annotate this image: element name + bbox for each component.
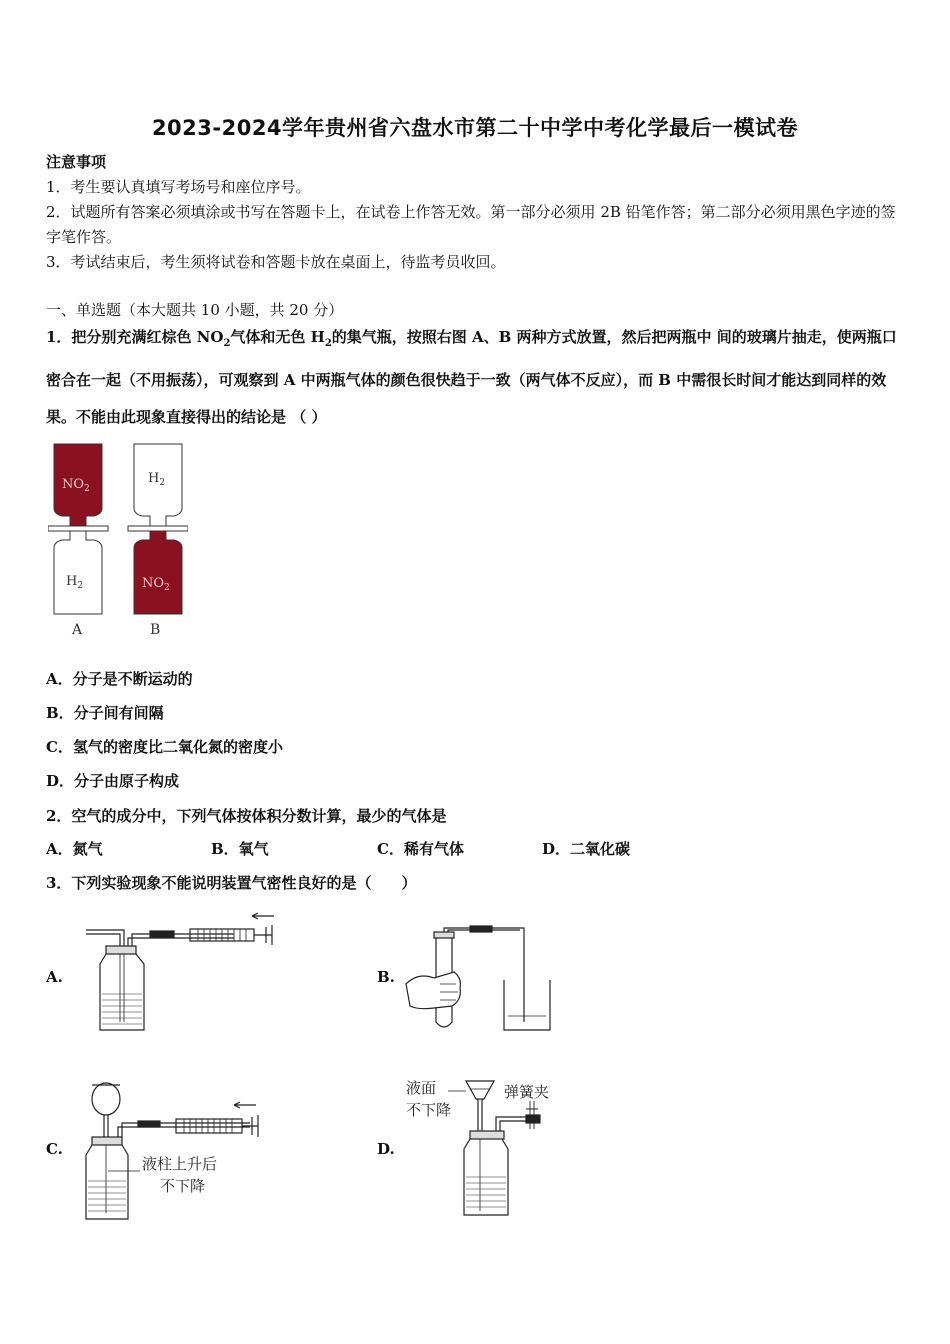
q1-option-d: D．分子由原子构成	[46, 772, 180, 790]
notice-item-1: 1．考生要认真填写考场号和座位序号。	[46, 178, 311, 196]
q1-option-a: A．分子是不断运动的	[46, 670, 193, 688]
glass-plate-b	[128, 526, 188, 531]
question-1-text: 1．把分别充满红棕色 $NO_2$气体和无色 $H_2$的集气瓶，按照右图 A、B 两种方式放置，然后把两瓶中 间的玻璃片抽走，使两瓶口密合在一起（不用振荡），可观察到 A 中两瓶气体的颜色很快趋于一致（两气体不反应），而 B 中需很长时间才能达到同样的效果。不能由此现象直接得出的结论是 （ ）	[46, 328, 897, 426]
figure-label-b: B	[150, 622, 161, 638]
bottle-a-bottom-label: $H_2$	[66, 574, 84, 591]
notice-item-2: 2．试题所有答案必须填涂或书写在答题卡上，在试卷上作答无效。第一部分必须用 2B 铅笔作答；第二部分必须用黑色字迹的签字笔作答。	[46, 203, 896, 246]
bottle-b-bottom	[134, 531, 182, 614]
notice-heading: 注意事项	[46, 153, 107, 171]
figure-label-a: A	[72, 622, 83, 638]
d-note-line-2: 不下降	[406, 1101, 452, 1119]
notice-item-3: 3．考试结束后，考生须将试卷和答题卡放在桌面上，待监考员收回。	[46, 253, 506, 271]
bottle-a-bottom	[54, 531, 102, 614]
q3-label-a: A.	[46, 968, 63, 986]
q2-option-c: C．稀有气体	[377, 840, 464, 858]
question-3-text: 3．下列实验现象不能说明装置气密性良好的是（ ）	[46, 874, 417, 892]
d-note-line-1: 液面	[406, 1079, 437, 1097]
q3-label-c: C.	[46, 1140, 63, 1158]
bottle-b-top-label: $H_2$	[148, 471, 166, 488]
c-note-line-2: 不下降	[160, 1177, 206, 1195]
q3-label-b: B.	[377, 968, 395, 986]
gas-bottles-figure	[48, 442, 188, 642]
apparatus-c-figure	[80, 1077, 340, 1227]
glass-plate-a	[48, 526, 108, 531]
apparatus-b-figure	[404, 922, 554, 1037]
q3-label-d: D.	[377, 1140, 395, 1158]
q2-option-a: A．氮气	[46, 840, 103, 858]
q1-option-c: C．氢气的密度比二氧化氮的密度小	[46, 738, 283, 756]
page-title: 2023-2024学年贵州省六盘水市第二十中学中考化学最后一模试卷	[151, 116, 799, 140]
q1-option-b: B．分子间有间隔	[46, 704, 164, 722]
q2-option-d: D．二氧化碳	[542, 840, 631, 858]
apparatus-d-figure	[404, 1073, 564, 1223]
section-heading: 一、单选题（本大题共 10 小题，共 20 分）	[46, 301, 344, 319]
bottle-a-top-label: $NO_2$	[62, 477, 90, 494]
c-note-line-1: 液柱上升后	[142, 1155, 218, 1173]
apparatus-a-figure	[84, 910, 284, 1035]
q2-option-b: B．氧气	[211, 840, 269, 858]
bottle-b-bottom-label: $NO_2$	[142, 576, 170, 593]
d-clip-label: 弹簧夹	[504, 1083, 550, 1101]
question-2-text: 2．空气的成分中，下列气体按体积分数计算，最少的气体是	[46, 807, 447, 825]
